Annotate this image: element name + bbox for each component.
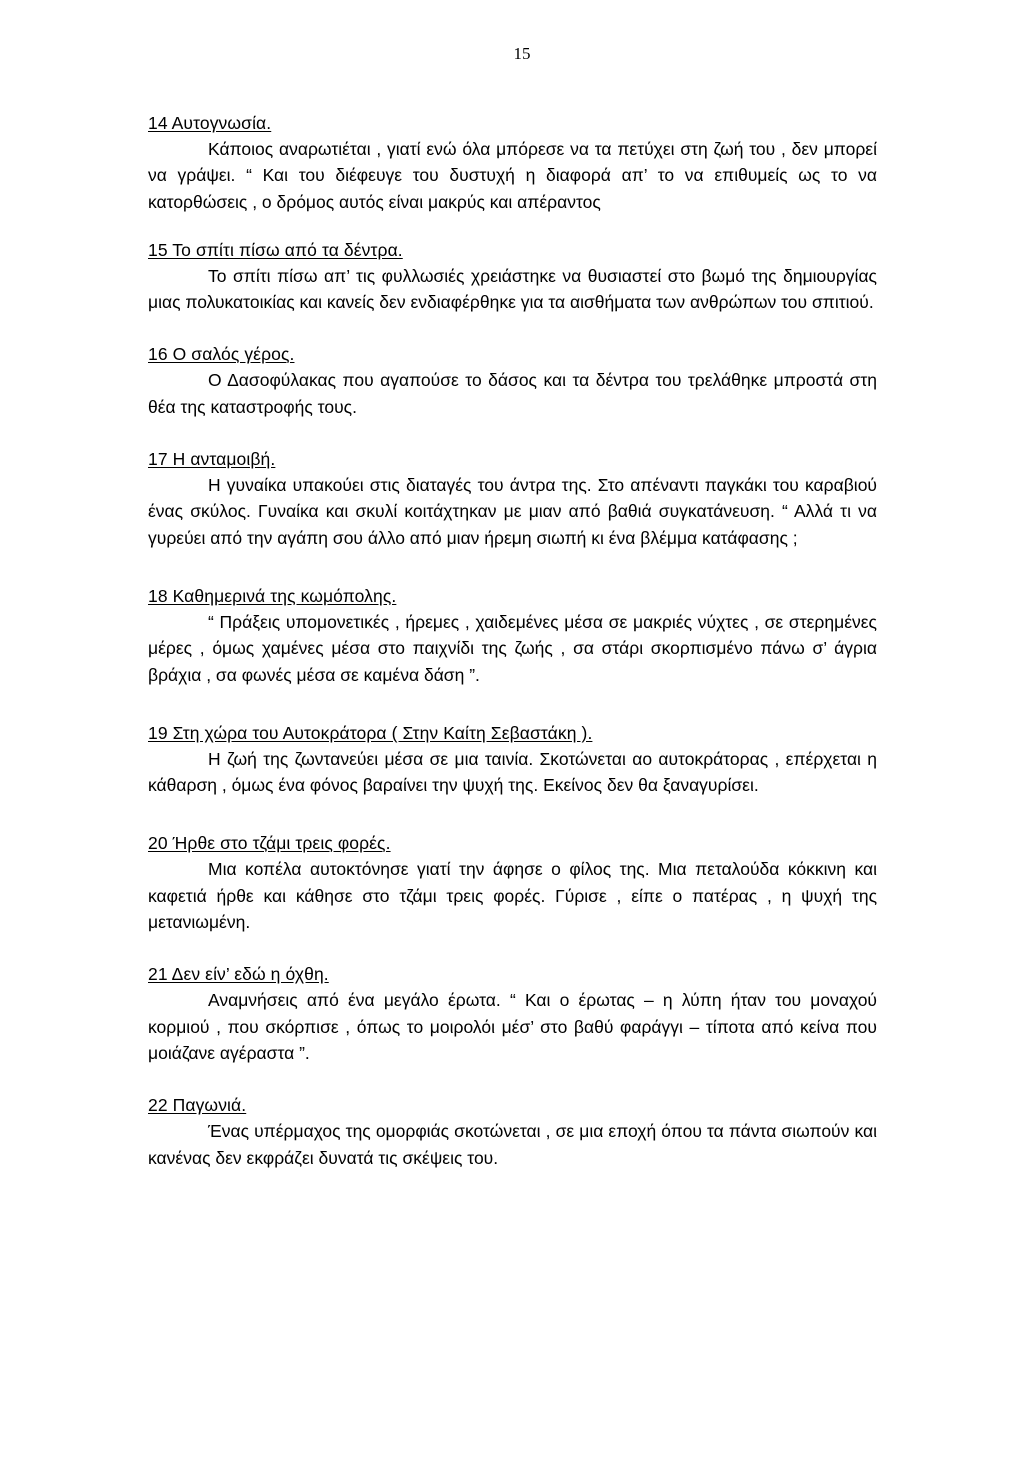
entry-14 xyxy=(148,110,877,215)
page-number xyxy=(0,44,1024,64)
entry-21 xyxy=(148,961,877,1066)
entry-18 xyxy=(148,583,877,688)
entry-title: 21 Δεν είν’ εδώ η όχθη. xyxy=(148,964,329,985)
entry-16 xyxy=(148,341,877,420)
document-body xyxy=(148,110,877,1171)
entry-22 xyxy=(148,1092,877,1171)
entry-title: 15 Το σπίτι πίσω από τα δέντρα. xyxy=(148,239,403,260)
entry-20 xyxy=(148,830,877,935)
entry-title: 19 Στη χώρα του Αυτοκράτορα ( Στην Καίτη Σεβαστάκη ). xyxy=(148,722,593,743)
entry-body: Μια κοπέλα αυτοκτόνησε γιατί την άφησε ο φίλος της. Μια πεταλούδα κόκκινη και καφετιά ήρθε και κάθησε στο τζάμι τρεις φορές. Γύρισε , είπε ο πατέρας , η ψυχή της μετανιωμένη. xyxy=(148,859,877,933)
entry-body: Ένας υπέρμαχος της ομορφιάς σκοτώνεται , σε μια εποχή όπου τα πάντα σιωπούν και κανένας δεν εκφράζει δυνατά τις σκέψεις του. xyxy=(148,1121,877,1168)
entry-body: Κάποιος αναρωτιέται , γιατί ενώ όλα μπόρεσε να τα πετύχει στη ζωή του , δεν μπορεί να γράψει. “ Και του διέφευγε του δυστυχή η διαφορά απ’ το να επιθυμείς ως το να κατορθώσεις , ο δρόμος αυτός είναι μακρύς και απέραντος xyxy=(148,139,877,212)
entry-body: Η ζωή της ζωντανεύει μέσα σε μια ταινία. Σκοτώνεται αο αυτοκράτορας , επέρχεται η κάθαρση , όμως ένα φόνος βαραίνει την ψυχή της. Εκείνος δεν θα ξαναγυρίσει. xyxy=(148,748,877,796)
entry-15 xyxy=(148,237,877,316)
entry-body: Ο Δασοφύλακας που αγαπούσε το δάσος και τα δέντρα του τρελάθηκε μπροστά στη θέα της καταστροφής τους. xyxy=(148,370,877,417)
entry-title: 22 Παγωνιά. xyxy=(148,1095,247,1116)
entry-title: 17 Η ανταμοιβή. xyxy=(148,449,276,470)
entry-body: “ Πράξεις υπομονετικές , ήρεμες , χαιδεμένες μέσα σε μακριές νύχτες , σε στερημένες μέρες , όμως χαμένες μέσα στο παιχνίδι της ζωής , σα στάρι σκορπισμένο πάνω σ’ άγρια βράχια , σα φωνές μέσα σε καμένα δάση ”. xyxy=(148,611,877,685)
entry-19 xyxy=(148,720,877,799)
entry-title: 18 Καθημερινά της κωμόπολης. xyxy=(148,585,397,606)
entry-title: 20 Ήρθε στο τζάμι τρεις φορές. xyxy=(148,833,391,854)
entry-body: Η γυναίκα υπακούει στις διαταγές του άντρα της. Στο απέναντι παγκάκι του καραβιού ένας σκύλος. Γυναίκα και σκυλί κοιτάχτηκαν με μιαν από βαθιά συγκατάνευση. “ Αλλά τι να γυρεύει από την αγάπη σου άλλο από μιαν ήρεμη σιωπή κι ένα βλέμμα κατάφασης ; xyxy=(148,475,877,548)
entry-17 xyxy=(148,446,877,551)
entry-body: Το σπίτι πίσω απ’ τις φυλλωσιές χρειάστηκε να θυσιαστεί στο βωμό της δημιουργίας μιας πολυκατοικίας και κανείς δεν ενδιαφέρθηκε για τα αισθήματα των ανθρώπων του σπιτιού. xyxy=(148,265,877,313)
page-number-text: 15 xyxy=(513,44,531,63)
entry-title: 16 Ο σαλός γέρος. xyxy=(148,344,295,365)
entry-body: Αναμνήσεις από ένα μεγάλο έρωτα. “ Και ο έρωτας – η λύπη ήταν του μοναχού κορμιού , που σκόρπισε , όπως το μοιρολόι μέσ’ στο βαθύ φαράγγι – τίποτα από κείνα που μοιάζανε αγέραστα ”. xyxy=(148,990,877,1063)
entry-title: 14 Αυτογνωσία. xyxy=(148,113,272,133)
